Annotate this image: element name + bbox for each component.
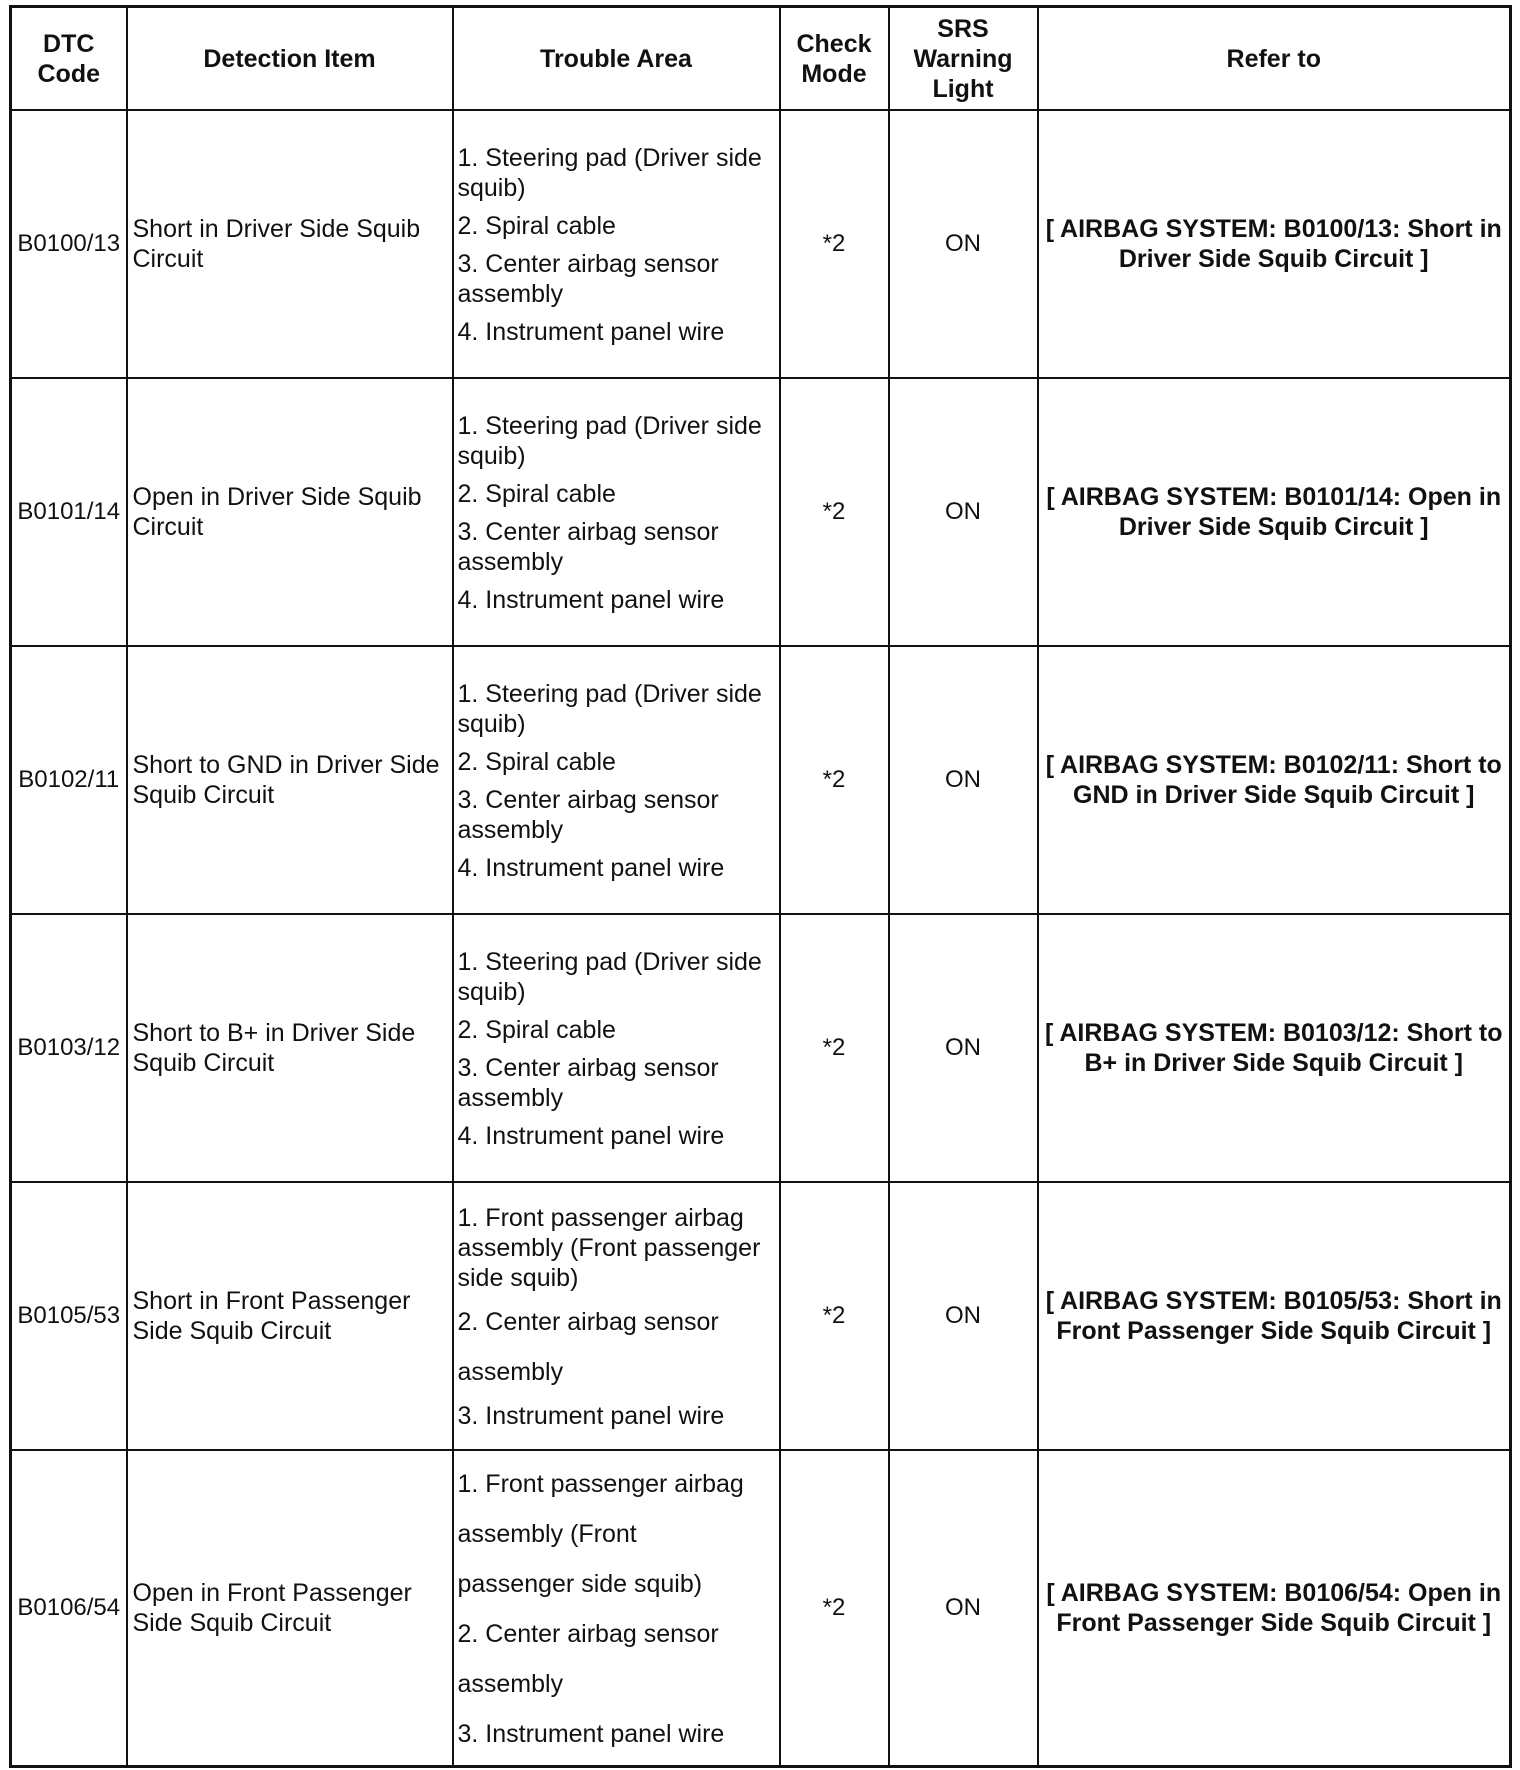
trouble-area-cell [453, 1182, 780, 1450]
detection-item-cell: Open in Driver Side Squib Circuit [127, 378, 453, 646]
header-srs-line2: Warning [913, 44, 1013, 73]
trouble-area-item: assembly (Front [457, 1519, 637, 1548]
header-check-mode-line2: Mode [801, 59, 867, 88]
header-srs-line3: Light [932, 74, 994, 103]
header-check-mode [780, 7, 889, 111]
table-row [11, 1182, 1511, 1450]
srs-warning-light-cell: ON [889, 1450, 1038, 1766]
trouble-area-item: 1. Front passenger airbag [457, 1469, 744, 1498]
trouble-area-item: 2. Spiral cable [457, 1016, 616, 1044]
trouble-area-item: 1. Steering pad (Driver side squib) [457, 412, 762, 470]
refer-to-cell: [ AIRBAG SYSTEM: B0103/12: Short to B+ in Driver Side Squib Circuit ] [1038, 914, 1511, 1182]
trouble-area-item: 1. Steering pad (Driver side squib) [457, 680, 762, 738]
trouble-area-item: passenger side squib) [457, 1569, 703, 1598]
dtc-code-cell: B0102/11 [11, 646, 127, 914]
table-row [11, 914, 1511, 1182]
trouble-area-item: 4. Instrument panel wire [457, 1122, 725, 1150]
trouble-area-item: 3. Instrument panel wire [457, 1402, 725, 1430]
srs-warning-light-cell: ON [889, 914, 1038, 1182]
trouble-area-item: 2. Center airbag sensor [457, 1619, 719, 1648]
srs-warning-light-cell: ON [889, 110, 1038, 378]
check-mode-cell: *2 [780, 110, 889, 378]
trouble-area-item: 4. Instrument panel wire [457, 586, 725, 614]
check-mode-cell: *2 [780, 646, 889, 914]
refer-to-cell: [ AIRBAG SYSTEM: B0105/53: Short in Front Passenger Side Squib Circuit ] [1038, 1182, 1511, 1450]
trouble-area-cell [453, 646, 780, 914]
header-detection-item: Detection Item [127, 7, 453, 111]
trouble-area-cell [453, 914, 780, 1182]
srs-warning-light-cell: ON [889, 1182, 1038, 1450]
trouble-area-item: 2. Spiral cable [457, 480, 616, 508]
header-trouble-area: Trouble Area [453, 7, 780, 111]
header-dtc-code-line1: DTC [43, 29, 95, 58]
check-mode-cell: *2 [780, 1450, 889, 1766]
trouble-area-item: assembly [457, 1669, 564, 1698]
dtc-code-cell: B0101/14 [11, 378, 127, 646]
header-check-mode-line1: Check [796, 29, 872, 58]
trouble-area-item: 4. Instrument panel wire [457, 854, 725, 882]
table-row [11, 1450, 1511, 1766]
refer-to-cell: [ AIRBAG SYSTEM: B0100/13: Short in Driver Side Squib Circuit ] [1038, 110, 1511, 378]
refer-to-cell: [ AIRBAG SYSTEM: B0101/14: Open in Driver Side Squib Circuit ] [1038, 378, 1511, 646]
trouble-area-item: 1. Steering pad (Driver side squib) [457, 144, 762, 202]
srs-warning-light-cell: ON [889, 378, 1038, 646]
trouble-area-item: 3. Center airbag sensor assembly [457, 786, 719, 844]
trouble-area-item: 2. Spiral cable [457, 212, 616, 240]
detection-item-cell: Short in Driver Side Squib Circuit [127, 110, 453, 378]
trouble-area-item: assembly [457, 1358, 564, 1386]
trouble-area-item: 3. Center airbag sensor assembly [457, 1054, 719, 1112]
trouble-area-cell [453, 1450, 780, 1766]
check-mode-cell: *2 [780, 378, 889, 646]
table-row [11, 646, 1511, 914]
table-row [11, 378, 1511, 646]
check-mode-cell: *2 [780, 1182, 889, 1450]
detection-item-cell: Short in Front Passenger Side Squib Circuit [127, 1182, 453, 1450]
header-dtc-code [11, 7, 127, 111]
trouble-area-item: 1. Front passenger airbag assembly (Front passenger side squib) [457, 1204, 761, 1292]
refer-to-cell: [ AIRBAG SYSTEM: B0102/11: Short to GND in Driver Side Squib Circuit ] [1038, 646, 1511, 914]
detection-item-cell: Short to B+ in Driver Side Squib Circuit [127, 914, 453, 1182]
trouble-area-item: 4. Instrument panel wire [457, 318, 725, 346]
check-mode-cell: *2 [780, 914, 889, 1182]
trouble-area-item: 2. Spiral cable [457, 748, 616, 776]
dtc-code-cell: B0105/53 [11, 1182, 127, 1450]
trouble-area-item: 2. Center airbag sensor [457, 1308, 719, 1336]
header-row [11, 7, 1511, 111]
dtc-table [9, 5, 1512, 1768]
refer-to-cell: [ AIRBAG SYSTEM: B0106/54: Open in Front Passenger Side Squib Circuit ] [1038, 1450, 1511, 1766]
dtc-code-cell: B0106/54 [11, 1450, 127, 1766]
table-row [11, 110, 1511, 378]
srs-warning-light-cell: ON [889, 646, 1038, 914]
header-srs-line1: SRS [937, 14, 989, 43]
trouble-area-item: 3. Center airbag sensor assembly [457, 250, 719, 308]
dtc-code-cell: B0103/12 [11, 914, 127, 1182]
header-dtc-code-line2: Code [37, 59, 100, 88]
detection-item-cell: Open in Front Passenger Side Squib Circuit [127, 1450, 453, 1766]
header-refer-to: Refer to [1038, 7, 1511, 111]
dtc-code-cell: B0100/13 [11, 110, 127, 378]
trouble-area-cell [453, 378, 780, 646]
trouble-area-cell [453, 110, 780, 378]
header-srs-warning-light [889, 7, 1038, 111]
trouble-area-item: 3. Instrument panel wire [457, 1719, 725, 1748]
trouble-area-item: 1. Steering pad (Driver side squib) [457, 948, 762, 1006]
trouble-area-item: 3. Center airbag sensor assembly [457, 518, 719, 576]
detection-item-cell: Short to GND in Driver Side Squib Circuit [127, 646, 453, 914]
